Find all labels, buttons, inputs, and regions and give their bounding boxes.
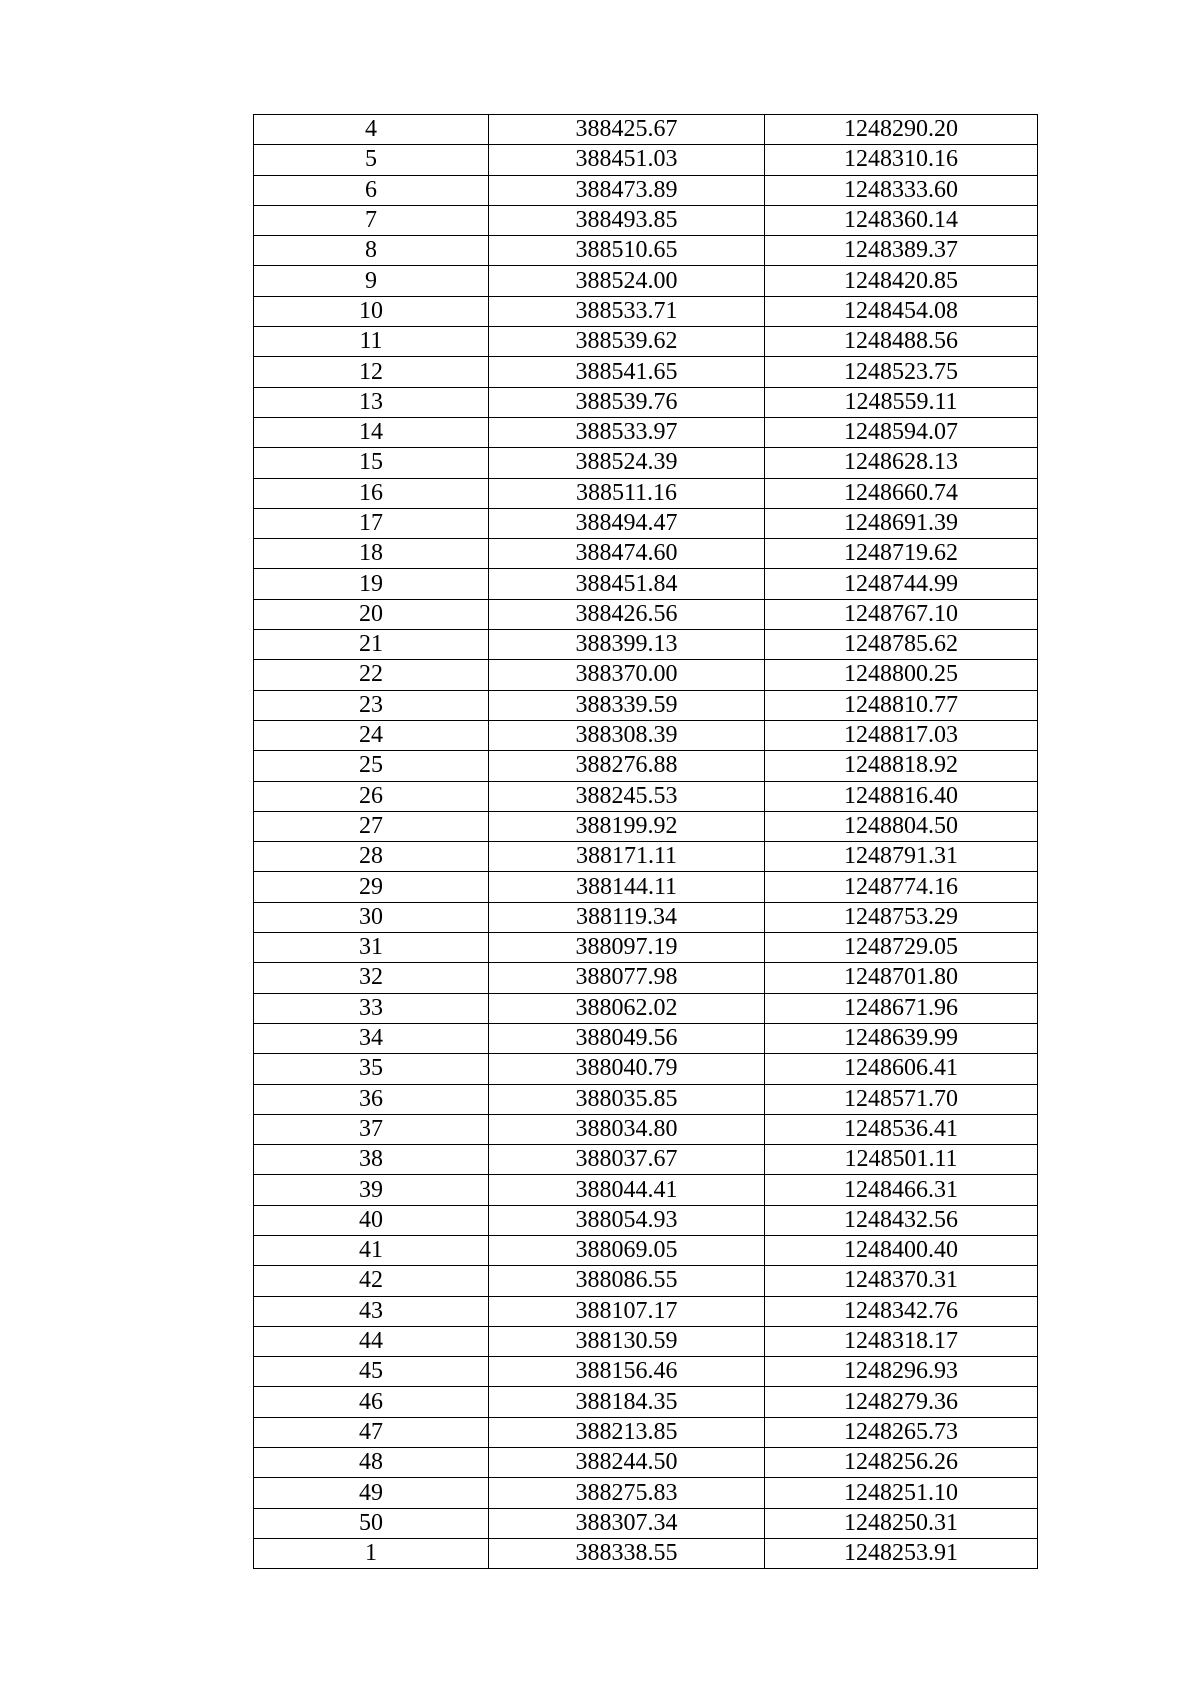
y-coordinate-cell: 1248729.05 bbox=[765, 933, 1038, 963]
y-coordinate-cell: 1248753.29 bbox=[765, 902, 1038, 932]
x-coordinate-cell: 388474.60 bbox=[489, 539, 765, 569]
y-coordinate-cell: 1248691.39 bbox=[765, 508, 1038, 538]
point-number-cell: 1 bbox=[254, 1538, 489, 1568]
point-number-cell: 32 bbox=[254, 963, 489, 993]
table-row bbox=[254, 1538, 1038, 1568]
y-coordinate-cell: 1248817.03 bbox=[765, 720, 1038, 750]
x-coordinate-cell: 388171.11 bbox=[489, 842, 765, 872]
y-coordinate-cell: 1248253.91 bbox=[765, 1538, 1038, 1568]
y-coordinate-cell: 1248290.20 bbox=[765, 115, 1038, 145]
y-coordinate-cell: 1248800.25 bbox=[765, 660, 1038, 690]
table-row bbox=[254, 1054, 1038, 1084]
table-row bbox=[254, 963, 1038, 993]
x-coordinate-cell: 388097.19 bbox=[489, 933, 765, 963]
x-coordinate-cell: 388307.34 bbox=[489, 1508, 765, 1538]
point-number-cell: 45 bbox=[254, 1357, 489, 1387]
x-coordinate-cell: 388062.02 bbox=[489, 993, 765, 1023]
y-coordinate-cell: 1248767.10 bbox=[765, 599, 1038, 629]
point-number-cell: 17 bbox=[254, 508, 489, 538]
point-number-cell: 38 bbox=[254, 1145, 489, 1175]
y-coordinate-cell: 1248296.93 bbox=[765, 1357, 1038, 1387]
table-row bbox=[254, 539, 1038, 569]
y-coordinate-cell: 1248389.37 bbox=[765, 236, 1038, 266]
y-coordinate-cell: 1248256.26 bbox=[765, 1448, 1038, 1478]
table-row bbox=[254, 145, 1038, 175]
table-row bbox=[254, 569, 1038, 599]
y-coordinate-cell: 1248810.77 bbox=[765, 690, 1038, 720]
point-number-cell: 33 bbox=[254, 993, 489, 1023]
y-coordinate-cell: 1248804.50 bbox=[765, 811, 1038, 841]
point-number-cell: 20 bbox=[254, 599, 489, 629]
table-row bbox=[254, 993, 1038, 1023]
table-row bbox=[254, 599, 1038, 629]
point-number-cell: 48 bbox=[254, 1448, 489, 1478]
table-row bbox=[254, 327, 1038, 357]
y-coordinate-cell: 1248606.41 bbox=[765, 1054, 1038, 1084]
y-coordinate-cell: 1248536.41 bbox=[765, 1114, 1038, 1144]
point-number-cell: 11 bbox=[254, 327, 489, 357]
x-coordinate-cell: 388184.35 bbox=[489, 1387, 765, 1417]
point-number-cell: 29 bbox=[254, 872, 489, 902]
table-row bbox=[254, 1508, 1038, 1538]
point-number-cell: 26 bbox=[254, 781, 489, 811]
point-number-cell: 14 bbox=[254, 417, 489, 447]
y-coordinate-cell: 1248265.73 bbox=[765, 1417, 1038, 1447]
y-coordinate-cell: 1248785.62 bbox=[765, 630, 1038, 660]
x-coordinate-cell: 388077.98 bbox=[489, 963, 765, 993]
point-number-cell: 9 bbox=[254, 266, 489, 296]
point-number-cell: 6 bbox=[254, 175, 489, 205]
point-number-cell: 4 bbox=[254, 115, 489, 145]
x-coordinate-cell: 388035.85 bbox=[489, 1084, 765, 1114]
y-coordinate-cell: 1248523.75 bbox=[765, 357, 1038, 387]
table-row bbox=[254, 811, 1038, 841]
y-coordinate-cell: 1248342.76 bbox=[765, 1296, 1038, 1326]
point-number-cell: 40 bbox=[254, 1205, 489, 1235]
table-row bbox=[254, 933, 1038, 963]
table-row bbox=[254, 1326, 1038, 1356]
table-row bbox=[254, 720, 1038, 750]
table-row bbox=[254, 478, 1038, 508]
x-coordinate-cell: 388054.93 bbox=[489, 1205, 765, 1235]
table-row bbox=[254, 1448, 1038, 1478]
y-coordinate-cell: 1248701.80 bbox=[765, 963, 1038, 993]
x-coordinate-cell: 388245.53 bbox=[489, 781, 765, 811]
y-coordinate-cell: 1248571.70 bbox=[765, 1084, 1038, 1114]
point-number-cell: 19 bbox=[254, 569, 489, 599]
y-coordinate-cell: 1248466.31 bbox=[765, 1175, 1038, 1205]
x-coordinate-cell: 388473.89 bbox=[489, 175, 765, 205]
x-coordinate-cell: 388044.41 bbox=[489, 1175, 765, 1205]
y-coordinate-cell: 1248370.31 bbox=[765, 1266, 1038, 1296]
table-row bbox=[254, 205, 1038, 235]
x-coordinate-cell: 388539.62 bbox=[489, 327, 765, 357]
x-coordinate-cell: 388034.80 bbox=[489, 1114, 765, 1144]
y-coordinate-cell: 1248671.96 bbox=[765, 993, 1038, 1023]
point-number-cell: 39 bbox=[254, 1175, 489, 1205]
table-row bbox=[254, 781, 1038, 811]
x-coordinate-cell: 388451.03 bbox=[489, 145, 765, 175]
y-coordinate-cell: 1248639.99 bbox=[765, 1023, 1038, 1053]
y-coordinate-cell: 1248791.31 bbox=[765, 842, 1038, 872]
table-row bbox=[254, 751, 1038, 781]
y-coordinate-cell: 1248250.31 bbox=[765, 1508, 1038, 1538]
point-number-cell: 23 bbox=[254, 690, 489, 720]
table-row bbox=[254, 630, 1038, 660]
y-coordinate-cell: 1248719.62 bbox=[765, 539, 1038, 569]
point-number-cell: 31 bbox=[254, 933, 489, 963]
x-coordinate-cell: 388533.71 bbox=[489, 296, 765, 326]
y-coordinate-cell: 1248360.14 bbox=[765, 205, 1038, 235]
x-coordinate-cell: 388524.00 bbox=[489, 266, 765, 296]
point-number-cell: 25 bbox=[254, 751, 489, 781]
y-coordinate-cell: 1248251.10 bbox=[765, 1478, 1038, 1508]
x-coordinate-cell: 388539.76 bbox=[489, 387, 765, 417]
x-coordinate-cell: 388370.00 bbox=[489, 660, 765, 690]
point-number-cell: 36 bbox=[254, 1084, 489, 1114]
y-coordinate-cell: 1248488.56 bbox=[765, 327, 1038, 357]
table-row bbox=[254, 842, 1038, 872]
table-row bbox=[254, 1357, 1038, 1387]
x-coordinate-cell: 388308.39 bbox=[489, 720, 765, 750]
table-row bbox=[254, 1114, 1038, 1144]
table-row bbox=[254, 872, 1038, 902]
y-coordinate-cell: 1248310.16 bbox=[765, 145, 1038, 175]
table-row bbox=[254, 1417, 1038, 1447]
point-number-cell: 50 bbox=[254, 1508, 489, 1538]
y-coordinate-cell: 1248454.08 bbox=[765, 296, 1038, 326]
point-number-cell: 15 bbox=[254, 448, 489, 478]
y-coordinate-cell: 1248818.92 bbox=[765, 751, 1038, 781]
table-row bbox=[254, 357, 1038, 387]
point-number-cell: 47 bbox=[254, 1417, 489, 1447]
coordinate-table bbox=[253, 114, 1038, 1569]
x-coordinate-cell: 388399.13 bbox=[489, 630, 765, 660]
x-coordinate-cell: 388426.56 bbox=[489, 599, 765, 629]
point-number-cell: 22 bbox=[254, 660, 489, 690]
table-row bbox=[254, 1235, 1038, 1265]
point-number-cell: 44 bbox=[254, 1326, 489, 1356]
table-row bbox=[254, 1296, 1038, 1326]
y-coordinate-cell: 1248318.17 bbox=[765, 1326, 1038, 1356]
y-coordinate-cell: 1248400.40 bbox=[765, 1235, 1038, 1265]
point-number-cell: 43 bbox=[254, 1296, 489, 1326]
y-coordinate-cell: 1248774.16 bbox=[765, 872, 1038, 902]
table-row bbox=[254, 1175, 1038, 1205]
point-number-cell: 42 bbox=[254, 1266, 489, 1296]
point-number-cell: 21 bbox=[254, 630, 489, 660]
table-row bbox=[254, 1266, 1038, 1296]
point-number-cell: 7 bbox=[254, 205, 489, 235]
y-coordinate-cell: 1248432.56 bbox=[765, 1205, 1038, 1235]
y-coordinate-cell: 1248744.99 bbox=[765, 569, 1038, 599]
x-coordinate-cell: 388213.85 bbox=[489, 1417, 765, 1447]
y-coordinate-cell: 1248279.36 bbox=[765, 1387, 1038, 1417]
x-coordinate-cell: 388199.92 bbox=[489, 811, 765, 841]
point-number-cell: 41 bbox=[254, 1235, 489, 1265]
x-coordinate-cell: 388511.16 bbox=[489, 478, 765, 508]
x-coordinate-cell: 388275.83 bbox=[489, 1478, 765, 1508]
x-coordinate-cell: 388338.55 bbox=[489, 1538, 765, 1568]
point-number-cell: 30 bbox=[254, 902, 489, 932]
table-row bbox=[254, 690, 1038, 720]
table-row bbox=[254, 1387, 1038, 1417]
y-coordinate-cell: 1248628.13 bbox=[765, 448, 1038, 478]
x-coordinate-cell: 388130.59 bbox=[489, 1326, 765, 1356]
y-coordinate-cell: 1248333.60 bbox=[765, 175, 1038, 205]
y-coordinate-cell: 1248420.85 bbox=[765, 266, 1038, 296]
x-coordinate-cell: 388510.65 bbox=[489, 236, 765, 266]
x-coordinate-cell: 388276.88 bbox=[489, 751, 765, 781]
x-coordinate-cell: 388451.84 bbox=[489, 569, 765, 599]
point-number-cell: 35 bbox=[254, 1054, 489, 1084]
x-coordinate-cell: 388040.79 bbox=[489, 1054, 765, 1084]
table-row bbox=[254, 660, 1038, 690]
x-coordinate-cell: 388339.59 bbox=[489, 690, 765, 720]
x-coordinate-cell: 388119.34 bbox=[489, 902, 765, 932]
y-coordinate-cell: 1248660.74 bbox=[765, 478, 1038, 508]
table-row bbox=[254, 1145, 1038, 1175]
point-number-cell: 34 bbox=[254, 1023, 489, 1053]
point-number-cell: 49 bbox=[254, 1478, 489, 1508]
table-row bbox=[254, 902, 1038, 932]
x-coordinate-cell: 388541.65 bbox=[489, 357, 765, 387]
y-coordinate-cell: 1248501.11 bbox=[765, 1145, 1038, 1175]
x-coordinate-cell: 388494.47 bbox=[489, 508, 765, 538]
x-coordinate-cell: 388533.97 bbox=[489, 417, 765, 447]
point-number-cell: 27 bbox=[254, 811, 489, 841]
table-row bbox=[254, 1084, 1038, 1114]
point-number-cell: 16 bbox=[254, 478, 489, 508]
table-row bbox=[254, 1478, 1038, 1508]
table-row bbox=[254, 508, 1038, 538]
x-coordinate-cell: 388069.05 bbox=[489, 1235, 765, 1265]
table-row bbox=[254, 236, 1038, 266]
point-number-cell: 37 bbox=[254, 1114, 489, 1144]
x-coordinate-cell: 388037.67 bbox=[489, 1145, 765, 1175]
table-row bbox=[254, 448, 1038, 478]
point-number-cell: 12 bbox=[254, 357, 489, 387]
table-row bbox=[254, 175, 1038, 205]
y-coordinate-cell: 1248559.11 bbox=[765, 387, 1038, 417]
y-coordinate-cell: 1248594.07 bbox=[765, 417, 1038, 447]
x-coordinate-cell: 388425.67 bbox=[489, 115, 765, 145]
table-row bbox=[254, 296, 1038, 326]
x-coordinate-cell: 388493.85 bbox=[489, 205, 765, 235]
table-row bbox=[254, 1205, 1038, 1235]
point-number-cell: 10 bbox=[254, 296, 489, 326]
x-coordinate-cell: 388156.46 bbox=[489, 1357, 765, 1387]
table-row bbox=[254, 266, 1038, 296]
x-coordinate-cell: 388086.55 bbox=[489, 1266, 765, 1296]
point-number-cell: 46 bbox=[254, 1387, 489, 1417]
point-number-cell: 8 bbox=[254, 236, 489, 266]
point-number-cell: 24 bbox=[254, 720, 489, 750]
point-number-cell: 18 bbox=[254, 539, 489, 569]
table-row bbox=[254, 115, 1038, 145]
table-row bbox=[254, 1023, 1038, 1053]
point-number-cell: 5 bbox=[254, 145, 489, 175]
point-number-cell: 13 bbox=[254, 387, 489, 417]
point-number-cell: 28 bbox=[254, 842, 489, 872]
x-coordinate-cell: 388524.39 bbox=[489, 448, 765, 478]
x-coordinate-cell: 388244.50 bbox=[489, 1448, 765, 1478]
x-coordinate-cell: 388107.17 bbox=[489, 1296, 765, 1326]
y-coordinate-cell: 1248816.40 bbox=[765, 781, 1038, 811]
table-row bbox=[254, 387, 1038, 417]
table-row bbox=[254, 417, 1038, 447]
x-coordinate-cell: 388144.11 bbox=[489, 872, 765, 902]
coordinate-table-body bbox=[254, 115, 1038, 1569]
x-coordinate-cell: 388049.56 bbox=[489, 1023, 765, 1053]
